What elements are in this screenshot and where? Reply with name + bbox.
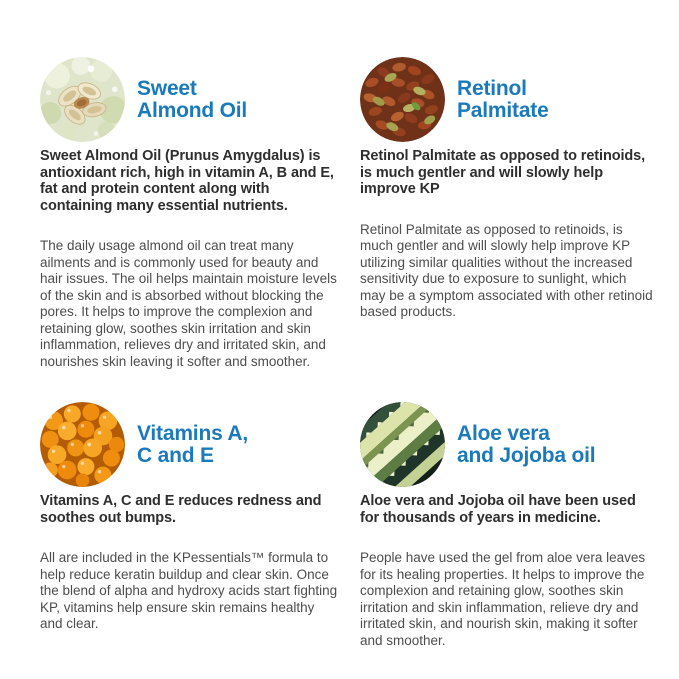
card-header [360, 402, 655, 487]
card-title-line1: Retinol [457, 76, 527, 100]
card-title-line2: and Jojoba oil [457, 443, 596, 467]
card-title [137, 423, 248, 467]
card-intro: Vitamins A, C and E reduces redness and soothes out bumps. [40, 493, 322, 526]
card-title [457, 78, 549, 122]
card-body: Retinol Palmitate as opposed to retinoids, is much gentler and will slowly help improve KP utilizing similar qualities without the increased sensitivity due to exposure to sunlight, which may be a symptom associated with other retinoid based products. [360, 221, 653, 319]
card-title-line2: C and E [137, 443, 214, 467]
card-title-line1: Sweet [137, 76, 197, 100]
card-title [137, 78, 247, 122]
aloe-vera-leaves-photo [360, 402, 445, 487]
card-title-line2: Almond Oil [137, 98, 247, 122]
card-body: All are included in the KPessentials™ formula to help reduce keratin buildup and clear skin. Once the blend of alpha and hydroxy acids start fighting KP, vitamins help ensure skin remains healthy and clear. [40, 550, 338, 631]
card-body: The daily usage almond oil can treat many ailments and is commonly used for beauty and hair issues. The oil helps maintain moisture levels of the skin and is absorbed without blocking the pores. It helps to improve the complexion and retaining glow, soothes skin irritation and skin inflammation, relieves dry and irritated skin, and nourishes skin leaving it softer and smoother. [40, 238, 337, 369]
card-title-line2: Palmitate [457, 98, 549, 122]
card-retinol-palmitate [360, 57, 655, 402]
card-title-line1: Vitamins A, [137, 421, 249, 445]
card-title [457, 423, 595, 467]
card-intro: Sweet Almond Oil (Prunus Amygdalus) is antioxidant rich, high in vitamin A, B and E, fat and protein content along with containing many essential nutrients. [40, 148, 334, 214]
card-header [360, 57, 655, 142]
card-intro: Retinol Palmitate as opposed to retinoids, is much gentler and will slowly help improve KP [360, 148, 646, 197]
card-body: People have used the gel from aloe vera leaves for its healing properties. It helps to improve the complexion and retaining glow, soothes skin irritation and skin inflammation, relieve dry and irritated skin, and nourish skin, making it softer and smoother. [360, 550, 646, 648]
card-title-line1: Aloe vera [457, 421, 550, 445]
sea-buckthorn-berries-photo [40, 402, 125, 487]
card-header [40, 402, 340, 487]
beans-photo [360, 57, 445, 142]
card-intro: Aloe vera and Jojoba oil have been used for thousands of years in medicine. [360, 493, 636, 526]
card-sweet-almond-oil [40, 57, 340, 402]
card-header [40, 57, 340, 142]
card-vitamins-ace [40, 402, 340, 649]
almonds-photo [40, 57, 125, 142]
card-aloe-jojoba [360, 402, 655, 649]
